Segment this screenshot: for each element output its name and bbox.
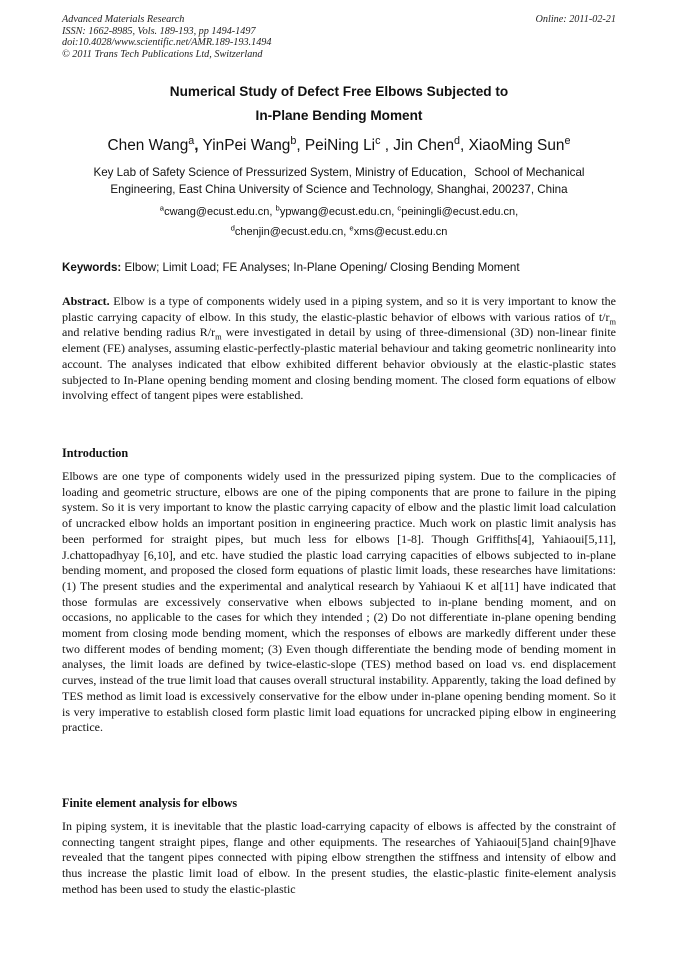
email-mark: d xyxy=(230,223,235,233)
journal-header xyxy=(62,14,271,60)
keywords xyxy=(62,261,622,274)
email-link[interactable]: peiningli@ecust.edu.cn xyxy=(401,206,516,218)
author-name: PeiNing Li xyxy=(304,137,376,154)
title-line-1: Numerical Study of Defect Free Elbows Subjected to xyxy=(169,84,509,99)
abstract-text: were investigated in detail by using of three-dimensional (3D) non-linear finite element (FE) analyses, assuming elastic-perfectly-plastic material behaviour and taking geometric nonlinearity into account. The analyses indicated that elbow exhibited different behavior obviously at the elastic-plastic states subjected to In-Plane opening bending moment and closing bending moment. The closed form equations of elbow involving effect of tangent pipes were established. xyxy=(62,325,616,403)
title-line-2: In-Plane Bending Moment xyxy=(255,108,423,123)
abstract-text: Elbow is a type of components widely used in a piping system, and so it is very important to know the plastic carrying capacity of elbow. In this study, the elastic-plastic behavior of elbows with various ratios of t/r xyxy=(62,294,616,324)
fe-analysis-body: In piping system, it is inevitable that the plastic load-carrying capacity of elbows is affected by the constraint of connecting tangent straight pipes, flange and other equipments. The researches of Yahiaoui[5]and chain[9]have revealed that the tangent pipes connected with piping elbow strengthen the stiffness and intensity of elbow and thus increase the plastic limit load of elbow. In the present studies, the elastic-plastic finite-element analysis method has been used to study the elastic-plastic xyxy=(62,819,616,896)
author-list: Chen Wang$^a$, YinPei Wang$^b$, PeiNing Li$^c$ , Jin Chen$^d$, XiaoMing Sun$^e$ xyxy=(107,134,571,154)
abstract-text: and relative bending radius R/r xyxy=(62,325,216,340)
online-date: Online: 2011-02-21 xyxy=(535,14,616,25)
abstract xyxy=(62,294,616,404)
author-name: Chen Wang xyxy=(107,137,189,154)
journal-name: Advanced Materials Research xyxy=(62,14,185,25)
affiliation-line-2: Engineering, East China University of Science and Technology, Shanghai, 200237, China xyxy=(110,183,568,196)
copyright-line: © 2011 Trans Tech Publications Ltd, Switzerland xyxy=(62,48,263,60)
email-mark: a xyxy=(159,203,165,213)
email-mark: e xyxy=(349,223,354,233)
doi-link[interactable]: doi:10.4028/www.scientific.net/AMR.189-193.1494 xyxy=(62,37,272,49)
author-affil-mark: a xyxy=(188,134,195,147)
author-affil-mark: b xyxy=(290,134,297,147)
email-link[interactable]: cwang@ecust.edu.cn xyxy=(164,206,270,218)
keywords-text: Elbow; Limit Load; FE Analyses; In-Plane Opening/ Closing Bending Moment xyxy=(124,261,520,274)
author-name: YinPei Wang xyxy=(202,137,291,154)
email-mark: c xyxy=(397,203,402,213)
author-affil-mark: e xyxy=(564,134,571,147)
section-heading-introduction: Introduction xyxy=(62,446,129,460)
email-link[interactable]: chenjin@ecust.edu.cn xyxy=(234,226,344,238)
affiliation-line-1: Key Lab of Safety Science of Pressurized System, Ministry of Education，School of Mechanical xyxy=(93,166,585,179)
introduction-body: Elbows are one type of components widely used in the pressurized piping system. Due to the complicacies of loading and geometric structure, elbows are one of the piping components that are prone to failure in the piping system. So it is very important to know the plastic carrying capacity of elbow and the plastic limit load calculation of uncracked elbow holds an important position in engineering practice. Much work on plastic limit analysis has been performed for straight pipes, but much less for elbows [1-8]. Though Griffiths[4], Yahiaoui[5,11], J.chattopadhyay [6,10], and etc. have studied the plastic load carrying capacities of elbows subjected to in-plane bending moment, and proposed the closed form equations of plastic limit loads, these researches have limitations: (1) The present studies and the experimental and analytical research by Yahiaoui K et al[11] have indicated that those formulas are excessively conservative when elbows subjected to in-plane bending moment, and on occasions, no applicable to the cases for which they intended ; (2) Do not differentiate in-plane opening bending moment from closing mode bending moment, which the responses of elbows are markedly different under these two different modes of bending moment; (3) Even though differentiate the bending mode of bending moment in analyses, the limit loads are defined by twice-elastic-slope (TES) method based on load vs. end displacement curves, instead of the true limit load that causes overall structural instability. Apparently, taking the load defined by TES method as limit load is excessively conservative for the elbow under in-plane opening bending moment. So it is very imperative to establish closed form plastic limit load equations for uncracked piping elbow in engineering practice. xyxy=(62,469,616,735)
email-link[interactable]: xms@ecust.edu.cn xyxy=(353,226,448,238)
email-link[interactable]: ypwang@ecust.edu.cn xyxy=(279,206,392,218)
paper-title xyxy=(0,80,678,128)
section-heading-fe-analysis: Finite element analysis for elbows xyxy=(62,796,238,810)
keywords-label: Keywords: xyxy=(62,261,122,274)
affiliation xyxy=(62,164,616,198)
subscript: m xyxy=(215,332,222,342)
author-affil-mark: d xyxy=(454,134,461,147)
email-list: $^a$cwang@ecust.edu.cn, $^b$ypwang@ecust.edu.cn, $^c$peiningli@ecust.edu.cn, $^d$chenjin@ecust.edu.cn, $^e$xms@ecust.edu.cn xyxy=(159,203,519,238)
email-mark: b xyxy=(275,203,280,213)
author-name: XiaoMing Sun xyxy=(468,137,565,154)
issn-line: ISSN: 1662-8985, Vols. 189-193, pp 1494-1497 xyxy=(62,25,256,37)
abstract-label: Abstract. xyxy=(62,294,110,308)
author-name: Jin Chen xyxy=(393,137,455,154)
subscript: m xyxy=(609,317,616,327)
author-affil-mark: c xyxy=(375,134,381,147)
